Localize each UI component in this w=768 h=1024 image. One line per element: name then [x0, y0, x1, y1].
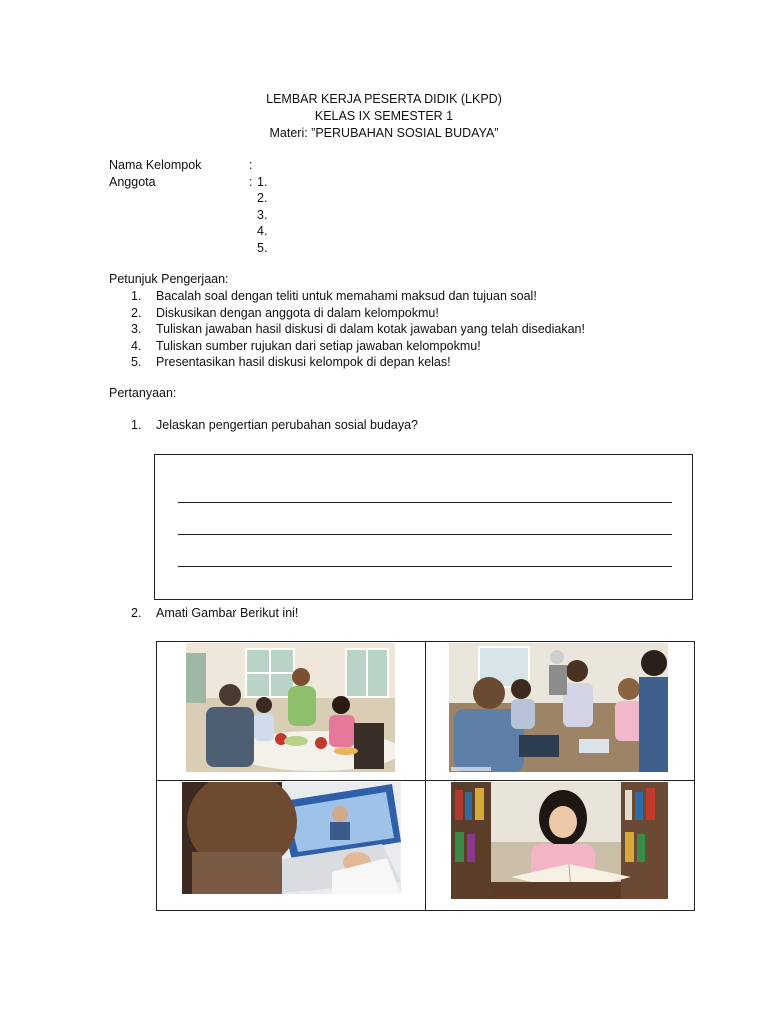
header-title: LEMBAR KERJA PESERTA DIDIK (LKPD) — [266, 92, 502, 106]
answer-line[interactable] — [178, 566, 672, 567]
member-number: 2. — [257, 191, 268, 205]
member-number: 1. — [257, 174, 268, 189]
list-item: 1. Bacalah soal dengan teliti untuk memahami maksud dan tujuan soal! — [131, 289, 537, 303]
family-dinner-photo — [186, 643, 395, 772]
member-number: 3. — [257, 207, 268, 222]
group-name-colon: : — [249, 158, 253, 172]
picture-cell — [157, 642, 426, 781]
answer-line[interactable] — [178, 502, 672, 503]
members-colon: : — [249, 174, 253, 189]
picture-grid — [156, 641, 695, 911]
picture-cell — [426, 781, 695, 911]
header-class: KELAS IX SEMESTER 1 — [314, 109, 454, 123]
list-item: 3. Tuliskan jawaban hasil diskusi di dalam kotak jawaban yang telah disediakan! — [131, 322, 585, 336]
instructions-title: Petunjuk Pengerjaan: — [109, 272, 229, 286]
instructions-list — [131, 288, 585, 371]
questions-title: Pertanyaan: — [109, 386, 177, 400]
list-item: 2. Diskusikan dengan anggota di dalam kelompokmu! — [131, 305, 439, 320]
answer-line[interactable] — [178, 534, 672, 535]
family-using-tablets-photo — [449, 643, 668, 772]
picture-cell — [157, 781, 426, 911]
worksheet-header — [0, 91, 768, 142]
members-label: Anggota — [109, 174, 156, 189]
answer-box[interactable] — [154, 454, 693, 600]
laptop-video-call-photo — [182, 782, 401, 894]
header-topic: Materi: ”PERUBAHAN SOSIAL BUDAYA” — [269, 126, 499, 140]
student-reading-library-photo — [451, 782, 668, 899]
list-item: 4. Tuliskan sumber rujukan dari setiap jawaban kelompokmu! — [131, 338, 481, 353]
question-2: 2. Amati Gambar Berikut ini! — [131, 606, 299, 620]
identity-block — [109, 157, 267, 256]
member-number: 5. — [257, 240, 268, 255]
list-item: 1. Jelaskan pengertian perubahan sosial budaya? — [131, 418, 418, 432]
list-item: 5. Presentasikan hasil diskusi kelompok di depan kelas! — [131, 355, 451, 369]
member-number: 4. — [257, 224, 268, 238]
picture-cell — [426, 642, 695, 781]
question-1 — [131, 417, 418, 434]
group-name-label: Nama Kelompok — [109, 158, 202, 172]
